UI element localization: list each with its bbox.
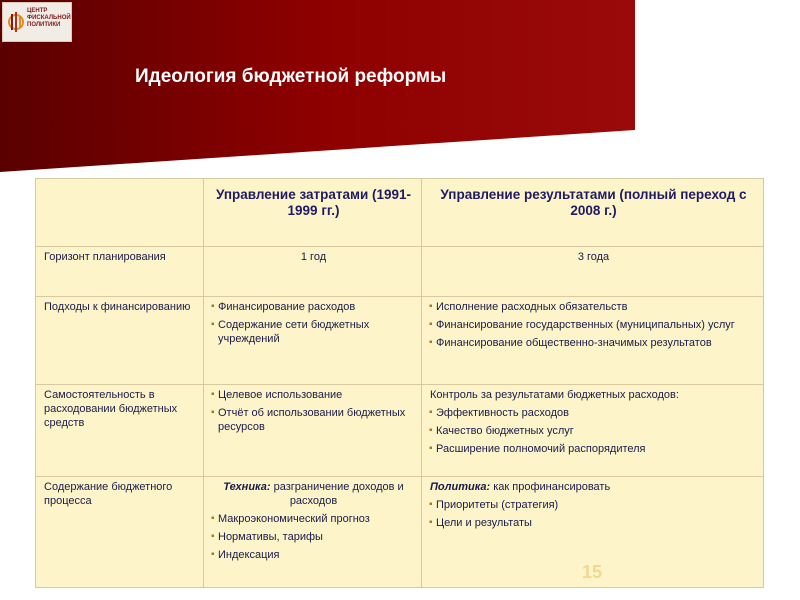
cell-cost-planning: 1 год	[204, 247, 422, 297]
list-item: ▪ Макроэкономический прогноз	[211, 513, 370, 525]
list-item: ▪ Целевое использование	[211, 389, 343, 401]
list-item: ▪ Отчёт об использовании бюджетных ресурсов	[211, 407, 406, 433]
bullet-icon: ▪	[211, 513, 215, 524]
list-item: ▪ Финансирование государственных (муниципальных) услуг	[429, 319, 735, 331]
header-cell-empty	[36, 179, 204, 247]
table-row	[36, 385, 764, 477]
table-header-row	[36, 179, 764, 247]
cell-cost-financing	[204, 297, 422, 385]
logo-mark-icon	[8, 8, 24, 36]
bullet-icon: ▪	[211, 549, 215, 560]
page-number: 15	[582, 562, 603, 582]
bullet-icon: ▪	[429, 517, 433, 528]
bullet-icon: ▪	[429, 407, 433, 418]
list-item: ▪ Исполнение расходных обязательств	[429, 301, 628, 313]
slide-title: Идеология бюджетной реформы	[135, 66, 447, 87]
table-row	[36, 247, 764, 297]
bullet-icon: ▪	[429, 425, 433, 436]
list-item: ▪ Качество бюджетных услуг	[429, 425, 574, 437]
bullet-icon: ▪	[429, 499, 433, 510]
fiscal-center-logo	[2, 2, 72, 42]
row-label-financing-approaches: Подходы к финансированию	[36, 297, 204, 385]
bullet-icon: ▪	[211, 301, 215, 312]
logo-text: ЦЕНТР ФИСКАЛЬНОЙ ПОЛИТИКИ	[27, 8, 71, 28]
cell-results-financing	[422, 297, 764, 385]
cell-cost-autonomy	[204, 385, 422, 477]
list-item: ▪ Приоритеты (стратегия)	[429, 499, 559, 511]
bullet-icon: ▪	[429, 301, 433, 312]
bullet-icon: ▪	[211, 389, 215, 400]
bullet-icon: ▪	[211, 319, 215, 330]
cell-lead: Техника: разграничение доходов и расходов	[223, 481, 404, 507]
bullet-icon: ▪	[211, 531, 215, 542]
table-row	[36, 477, 764, 588]
list-item: ▪ Цели и результаты	[429, 517, 532, 529]
bullet-icon: ▪	[429, 337, 433, 348]
header-results-management: Управление результатами (полный переход с 2008 г.)	[422, 179, 764, 247]
cell-lead: Политика: как профинансировать	[430, 481, 611, 493]
row-label-planning-horizon: Горизонт планирования	[36, 247, 204, 297]
list-item: ▪ Нормативы, тарифы	[211, 531, 323, 543]
bullet-icon: ▪	[429, 443, 433, 454]
list-item: ▪ Индексация	[211, 549, 280, 561]
list-item: ▪ Финансирование расходов	[211, 301, 356, 313]
bullet-icon: ▪	[429, 319, 433, 330]
cell-intro: Контроль за результатами бюджетных расходов:	[430, 389, 679, 401]
table-row	[36, 297, 764, 385]
list-item: ▪ Финансирование общественно-значимых результатов	[429, 337, 712, 349]
list-item: ▪ Содержание сети бюджетных учреждений	[211, 319, 370, 345]
cell-cost-process	[204, 477, 422, 588]
reform-comparison-table	[35, 178, 764, 588]
list-item: ▪ Эффективность расходов	[429, 407, 569, 419]
header-cost-management: Управление затратами (1991-1999 гг.)	[204, 179, 422, 247]
bullet-icon: ▪	[211, 407, 215, 418]
row-label-spending-autonomy: Самостоятельность в расходовании бюджетных средств	[36, 385, 204, 477]
list-item: ▪ Расширение полномочий распорядителя	[429, 443, 646, 455]
cell-results-autonomy	[422, 385, 764, 477]
row-label-budget-process: Содержание бюджетного процесса	[36, 477, 204, 588]
cell-results-planning: 3 года	[422, 247, 764, 297]
